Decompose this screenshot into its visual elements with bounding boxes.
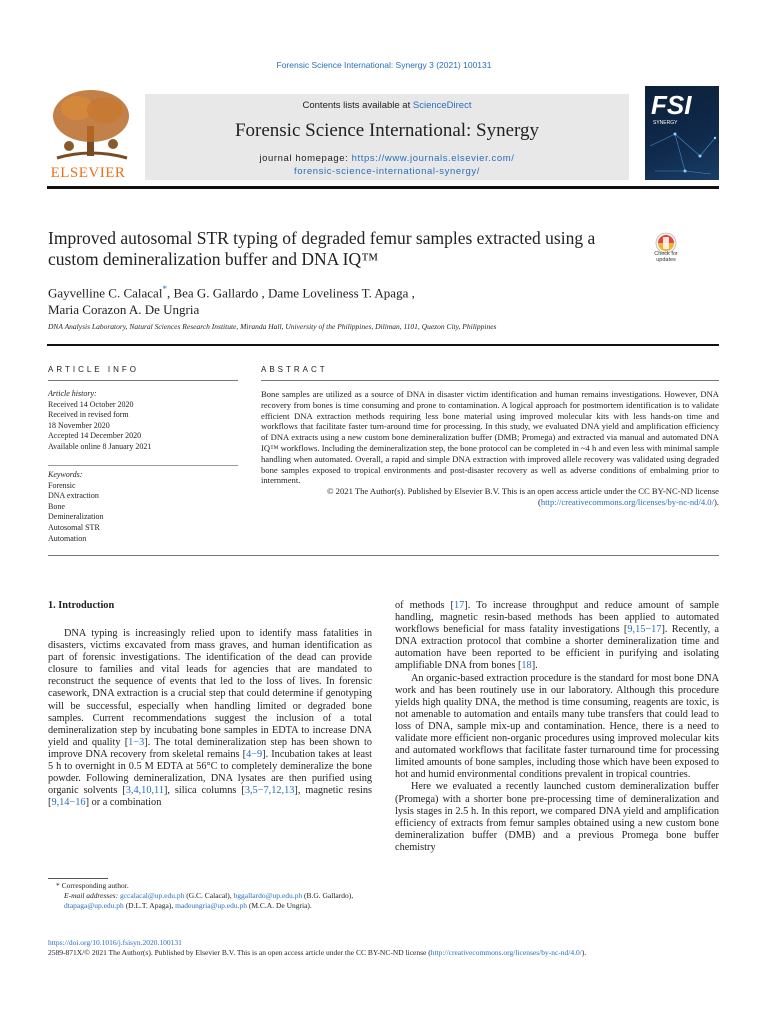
doi-link[interactable]: https://doi.org/10.1016/j.fsisyn.2020.100131 <box>48 938 182 947</box>
contents-prefix: Contents lists available at <box>302 100 413 111</box>
author-name[interactable]: Dame Loveliness T. Apaga <box>268 285 409 301</box>
keyword-list <box>48 481 238 545</box>
homepage-link-2[interactable]: forensic-science-international-synergy/ <box>293 166 481 177</box>
license-text: © 2021 The Author(s). Published by Elsevier B.V. This is an open access article under the CC BY-NC-ND license ( <box>327 486 719 507</box>
email-link[interactable]: bggallardo@up.edu.ph <box>233 891 303 901</box>
keyword-item: Bone <box>48 501 65 511</box>
elsevier-wordmark: ELSEVIER <box>50 165 126 181</box>
text-run: ]. Recently, a DNA extraction protocol that combine a shorter demineralization time and automation have been reported to be efficient in purifying and isolating amplifiable DNA from bones [ <box>395 624 719 672</box>
journal-homepage <box>145 152 629 178</box>
text-run: ]. <box>531 660 538 672</box>
citation-link[interactable]: 9,15−17 <box>627 624 662 636</box>
email-link[interactable]: madeungria@up.edu.ph <box>175 901 248 911</box>
author-separator: , <box>258 285 269 301</box>
contents-line <box>145 100 629 111</box>
author-list <box>48 281 668 318</box>
homepage-link-1[interactable]: https://www.journals.elsevier.com/ <box>351 153 515 164</box>
masthead <box>47 86 719 186</box>
keyword-item: Autosomal STR <box>48 522 100 532</box>
intro-paragraph-continued <box>395 600 719 673</box>
intro-paragraph-2: An organic-based extraction procedure is the standard for most bone DNA work and has been routinely use in our laboratory. Although this procedure yields high quality DNA, the method is time consuming, reagents are toxic, is not amenable to automation and entails many tube transfers that could lead to loss of DNA, sample mix-up and contamination. Hence, there is a need to validate more efficient non-organic procedures using improved molecular kits and automated workflows that facilitate faster turnaround time for processing limited amounts of bone samples, including those which have been exposed to hot and humid environmental conditions prevalent in tropical countries. <box>395 672 719 781</box>
intro-paragraph-3: Here we evaluated a recently launched custom demineralization buffer (Promega) with a shorter bone pre-processing time of demineralization and lysis stages in 2.5 h. In this report, we compared DNA yield and amplification efficiency of extracts from femur samples obtained using a new custom bone demineralization buffer (DMB) and a previous Promega bone buffer chemistry <box>395 781 719 853</box>
article-info-rule <box>48 380 238 381</box>
title-rule <box>47 344 719 346</box>
citation-link[interactable]: 17 <box>453 600 465 611</box>
author-name[interactable]: Maria Corazon A. De Ungria <box>48 302 200 318</box>
author-name[interactable]: Gayvelline C. Calacal <box>48 285 163 301</box>
history-entry: Received in revised form <box>48 410 129 420</box>
keyword-item: Forensic <box>48 480 76 490</box>
journal-reference[interactable]: Forensic Science International: Synergy 3 (2021) 100131 <box>276 60 492 70</box>
article-info-heading: ARTICLE INFO <box>48 365 139 374</box>
license-link[interactable]: http://creativecommons.org/licenses/by-nc-nd/4.0/ <box>540 496 714 507</box>
journal-title: Forensic Science International: Synergy <box>234 120 540 141</box>
license-close: ). <box>713 496 719 507</box>
citation-link[interactable]: 1−3 <box>128 736 145 748</box>
header-rule <box>47 186 719 189</box>
history-entry: Received 14 October 2020 <box>48 399 134 409</box>
text-run: ]. The total demineralization step has been shown to improve DNA recovery from skeletal remains [ <box>48 736 372 760</box>
text-run: DNA typing is increasingly relied upon to identify mass fatalities in disasters, victims excavated from mass graves, and human identification as part of forensic investigations. The identification of the dead can provide closure to families and vital leads for agencies that are mandated to reconstruct the sequence of events that led to the loss of lives. In forensic casework, DNA extraction is a crucial step that could determine if genotyping will be successful, especially when handling limited or degraded bone samples. Current recommendations suggest the inclusion of a total demineralization step by incubating bone samples in EDTA to increase DNA yield and quality [ <box>48 628 372 748</box>
left-column <box>48 628 372 809</box>
email-owner: (B.G. Gallardo), <box>302 891 354 901</box>
right-column <box>395 600 719 854</box>
intro-paragraph-1 <box>48 628 372 809</box>
journal-cover-image[interactable] <box>645 86 719 180</box>
affiliation: DNA Analysis Laboratory, Natural Sciences Research Institute, Miranda Hall, University of the Philippines, Diliman, 1101, Quezon City, Philippines <box>48 322 497 331</box>
text-run: ], magnetic resins [ <box>48 785 373 809</box>
keywords-rule <box>48 465 238 466</box>
history-list <box>48 400 238 453</box>
text-run: ] or a combination <box>85 797 162 809</box>
article-title: Improved autosomal STR typing of degraded femur samples extracted using a custom demineralization buffer and DNA IQ™ <box>48 228 596 269</box>
email-link[interactable]: dtapaga@up.edu.ph <box>64 901 124 911</box>
abstract-text: Bone samples are utilized as a source of DNA in disaster victim identification and human remains investigations. However, DNA recovery from bones is time consuming and prone to contamination. A logical approach for postmortem identification is to validate efficient DNA extraction methods requiring less bone material using improved molecular kits with less hands-on time and workflows that facilitate faster turn-around time for processing. In this study, we evaluated DNA yield and amplification efficiency of DNA extracts using a new custom bone demineralization buffer (DMB; Promega) and extracted via manual and automated DNA IQ™ workflows. Including the demineralization step, the bone protocol can be completed in ~4 h and even less with minimal sample handling when automated. Overall, a rapid and simple DNA extraction with improved allele recovery was validated using degraded bone samples exposed to tropical environments and post-disaster recovery as well as adverse conditions of embalming prior to internment. <box>261 389 719 486</box>
abstract-license <box>261 486 719 508</box>
email-link[interactable]: gccalacal@up.edu.ph <box>119 891 185 901</box>
author-separator: , <box>166 285 174 301</box>
citation-link[interactable]: 4−9 <box>246 748 263 760</box>
email-owner: (M.C.A. De Ungria). <box>247 901 312 911</box>
abstract-body <box>261 389 719 508</box>
abstract-heading: ABSTRACT <box>261 365 328 374</box>
email-addresses <box>48 891 372 911</box>
author-name[interactable]: Bea G. Gallardo <box>173 285 259 301</box>
citation-link[interactable]: 18 <box>521 660 532 672</box>
cover-title: FSI <box>651 90 692 120</box>
corresponding-mark[interactable]: * <box>162 284 167 294</box>
history-label: Article history: <box>48 389 97 398</box>
history-entry: Available online 8 January 2021 <box>48 441 152 451</box>
text-run: of methods [ <box>395 600 454 611</box>
email-label: E-mail addresses: <box>64 891 120 901</box>
footnote-rule <box>48 878 108 879</box>
citation-link[interactable]: 3,5−7,12,13 <box>244 785 295 797</box>
cover-network-graphic <box>645 86 719 180</box>
abstract-rule <box>261 380 719 381</box>
doi-block <box>48 938 720 958</box>
history-entry: 18 November 2020 <box>48 420 110 430</box>
sciencedirect-link[interactable]: ScienceDirect <box>412 100 472 111</box>
history-entry: Accepted 14 December 2020 <box>48 431 142 441</box>
keyword-item: Automation <box>48 533 87 543</box>
homepage-prefix: journal homepage: <box>259 153 352 164</box>
issn-license-link[interactable]: http://creativecommons.org/licenses/by-nc-nd/4.0/ <box>430 948 582 958</box>
journal-header-box <box>145 94 629 180</box>
citation-link[interactable]: 9,14−16 <box>51 797 86 809</box>
keywords <box>48 470 238 544</box>
text-run: ]. Incubation takes at least 5 h to overnight in 0.5 M EDTA at 56°C to completely demineralize the bone powder. Following demineralization, DNA lysates are then purified using organic solvents [ <box>48 748 372 797</box>
keywords-label: Keywords: <box>48 470 83 479</box>
abstract-bottom-rule <box>48 555 719 556</box>
crossmark-label: Check for updates <box>654 251 678 263</box>
author-separator: , <box>408 285 415 301</box>
keyword-item: DNA extraction <box>48 491 99 501</box>
text-run: ]. To increase throughput and reduce amount of sample handling, magnetic resin-based methods has been applied to automated workflows beneficial for mass fatality investigations [ <box>395 600 719 636</box>
introduction-heading: 1. Introduction <box>48 600 115 611</box>
article-history <box>48 389 238 453</box>
issn-text: 2589-871X/© 2021 The Author(s). Published by Elsevier B.V. This is an open access article under the CC BY-NC-ND license ( <box>48 948 431 958</box>
issn-close: ). <box>581 948 587 958</box>
cover-subtitle: SYNERGY <box>653 120 678 126</box>
footnote <box>48 881 372 912</box>
citation-link[interactable]: 3,4,10,11 <box>125 785 164 797</box>
email-owner: (G.C. Calacal), <box>184 891 234 901</box>
keyword-item: Demineralization <box>48 512 104 522</box>
text-run: ], silica columns [ <box>163 785 245 797</box>
corresponding-author-note: * Corresponding author. <box>56 881 129 890</box>
email-owner: (D.L.T. Apaga), <box>123 901 176 911</box>
